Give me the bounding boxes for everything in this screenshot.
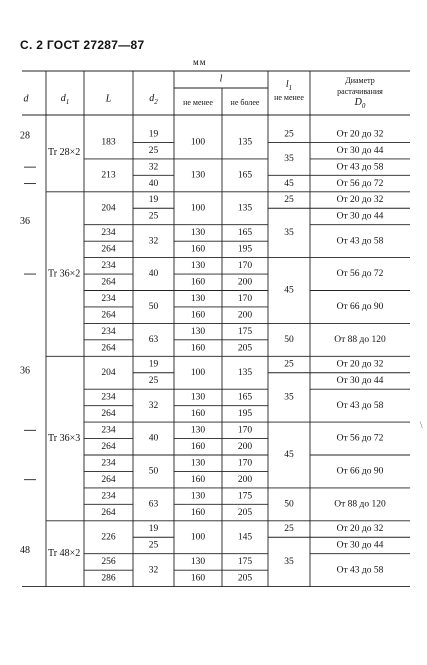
cell-d2: 40 (148, 433, 159, 444)
cell-diam: От 88 до 120 (334, 499, 386, 510)
col-diam-header-2: растачивания (337, 86, 383, 96)
cell-lmax: 165 (237, 170, 253, 181)
cell-lmin: 130 (190, 261, 206, 272)
cell-lmin: 130 (190, 557, 206, 568)
cell-d2: 32 (148, 400, 159, 411)
col-l-min-header: не менее (183, 97, 213, 107)
cell-diam: От 43 до 58 (336, 565, 384, 576)
cell-l1: 45 (284, 450, 294, 461)
cell-lmax: 170 (237, 425, 253, 436)
cell-d2: 50 (148, 302, 159, 313)
cell-l1: 25 (284, 524, 294, 535)
cell-d2: 19 (148, 524, 159, 535)
cell-d2: 40 (148, 178, 159, 189)
cell-diam: От 56 до 72 (336, 178, 384, 189)
cell-lmin: 160 (190, 507, 206, 518)
cell-lmin: 130 (190, 170, 206, 181)
cell-lmin: 130 (190, 491, 206, 502)
cell-d2: 25 (148, 376, 159, 387)
cell-L: 264 (101, 474, 116, 485)
cell-l1: 25 (284, 129, 294, 140)
cell-L: 264 (101, 244, 116, 255)
cell-d2: 50 (148, 466, 159, 477)
cell-d: 36 (20, 216, 30, 228)
col-l-max-header: не более (230, 97, 260, 107)
col-d2-header: $d_2$ (149, 93, 158, 106)
cell-diam: От 30 до 44 (336, 376, 384, 387)
cell-diam: От 20 до 32 (336, 129, 384, 140)
cell-d2: 32 (148, 565, 159, 576)
cell-L: 286 (101, 573, 116, 584)
cell-d2: 32 (148, 162, 159, 173)
cell-diam: От 20 до 32 (336, 195, 384, 206)
cell-d2: 19 (148, 195, 159, 206)
cell-thread: Tr 36×3 (48, 432, 81, 444)
col-l1-header: $l_1$ (285, 79, 293, 92)
cell-L: 234 (101, 491, 116, 502)
cell-L: 234 (101, 425, 116, 436)
cell-d: 48 (20, 545, 30, 557)
cell-diam: От 66 до 90 (336, 302, 384, 313)
cell-d2: 19 (148, 129, 159, 140)
cell-lmax: 200 (237, 441, 253, 452)
col-diam-header-3: $D_0$ (354, 97, 366, 110)
cell-L: 234 (101, 392, 116, 403)
cell-L: 234 (101, 228, 116, 239)
cell-L: 264 (101, 310, 116, 321)
cell-lmax: 175 (237, 491, 253, 502)
cell-diam: От 43 до 58 (336, 400, 384, 411)
cell-L: 213 (101, 170, 116, 181)
cell-diam: От 30 до 44 (336, 211, 384, 222)
cell-diam: От 56 до 72 (336, 269, 384, 280)
cell-lmin: 130 (190, 326, 206, 337)
cell-diam: От 88 до 120 (334, 335, 386, 346)
cell-lmax: 195 (237, 244, 253, 255)
cell-lmin: 130 (190, 228, 206, 239)
cell-diam: От 66 до 90 (336, 466, 384, 477)
col-d-header: d (23, 93, 29, 105)
cell-d2: 40 (148, 269, 159, 280)
cell-l1: 25 (284, 195, 294, 206)
cell-diam: От 43 до 58 (336, 236, 384, 247)
cell-l1: 45 (284, 178, 294, 189)
col-L-header: L (105, 93, 112, 105)
col-d1-header: $d_1$ (60, 93, 70, 106)
cell-lmin: 100 (190, 203, 206, 214)
cell-diam: От 30 до 44 (336, 145, 384, 156)
cell-d2: 25 (148, 145, 159, 156)
scan-mark: \ (420, 420, 423, 430)
cell-d: 28 (20, 130, 30, 142)
cell-l1: 35 (284, 557, 294, 568)
page-number: С. 2 (20, 38, 44, 52)
cell-thread: Tr 48×2 (48, 547, 81, 559)
col-diam-header-1: Диаметр (345, 75, 375, 85)
cell-L: 234 (101, 261, 116, 272)
cell-thread: Tr 28×2 (48, 147, 81, 159)
cell-lmax: 170 (237, 458, 253, 469)
cell-lmax: 165 (237, 392, 253, 403)
col-l1-min-header: не менее (274, 92, 304, 102)
cell-lmax: 205 (237, 507, 253, 518)
cell-lmax: 145 (237, 532, 253, 543)
cell-lmin: 160 (190, 409, 206, 420)
cell-lmax: 135 (237, 367, 253, 378)
cell-diam: От 56 до 72 (336, 433, 384, 444)
cell-lmax: 175 (237, 326, 253, 337)
cell-diam: От 20 до 32 (336, 359, 384, 370)
cell-l1: 50 (284, 335, 294, 346)
cell-lmin: 160 (190, 244, 206, 255)
cell-l1: 35 (284, 392, 294, 403)
cell-lmin: 130 (190, 425, 206, 436)
cell-lmax: 200 (237, 474, 253, 485)
cell-lmax: 135 (237, 203, 253, 214)
cell-L: 204 (101, 367, 116, 378)
cell-lmin: 160 (190, 441, 206, 452)
cell-L: 264 (101, 277, 116, 288)
cell-lmin: 160 (190, 573, 206, 584)
standard-code: ГОСТ 27287—87 (46, 38, 145, 52)
cell-L: 234 (101, 458, 116, 469)
cell-lmax: 205 (237, 343, 253, 354)
cell-lmin: 130 (190, 392, 206, 403)
cell-l1: 50 (284, 499, 294, 510)
cell-lmin: 160 (190, 310, 206, 321)
col-l-header: l (219, 73, 223, 85)
cell-lmax: 195 (237, 409, 253, 420)
cell-L: 234 (101, 293, 116, 304)
unit-label: мм (193, 57, 207, 67)
cell-diam: От 30 до 44 (336, 540, 384, 551)
cell-l1: 35 (284, 228, 294, 239)
cell-diam: От 43 до 58 (336, 162, 384, 173)
cell-d: 36 (20, 365, 30, 377)
cell-d2: 25 (148, 540, 159, 551)
cell-lmin: 100 (190, 137, 206, 148)
cell-d2: 63 (148, 499, 159, 510)
cell-lmin: 130 (190, 458, 206, 469)
cell-lmin: 160 (190, 474, 206, 485)
cell-d2: 32 (148, 236, 159, 247)
cell-lmax: 200 (237, 310, 253, 321)
cell-lmin: 100 (190, 532, 206, 543)
cell-lmax: 205 (237, 573, 253, 584)
cell-L: 264 (101, 343, 116, 354)
cell-lmax: 170 (237, 293, 253, 304)
cell-L: 183 (101, 137, 116, 148)
cell-lmin: 100 (190, 367, 206, 378)
cell-L: 264 (101, 409, 116, 420)
cell-lmin: 130 (190, 293, 206, 304)
cell-lmax: 165 (237, 228, 253, 239)
cell-d2: 25 (148, 211, 159, 222)
cell-l1: 25 (284, 359, 294, 370)
cell-lmin: 160 (190, 277, 206, 288)
cell-thread: Tr 36×2 (48, 268, 81, 280)
cell-L: 204 (101, 203, 116, 214)
cell-d2: 63 (148, 335, 159, 346)
cell-d2: 19 (148, 359, 159, 370)
cell-lmax: 175 (237, 557, 253, 568)
cell-L: 264 (101, 507, 116, 518)
cell-lmin: 160 (190, 343, 206, 354)
cell-lmax: 135 (237, 137, 253, 148)
cell-l1: 45 (284, 285, 294, 296)
cell-diam: От 20 до 32 (336, 524, 384, 535)
cell-lmax: 170 (237, 261, 253, 272)
cell-lmax: 200 (237, 277, 253, 288)
cell-L: 256 (101, 557, 116, 568)
cell-l1: 35 (284, 154, 294, 165)
cell-L: 264 (101, 441, 116, 452)
cell-L: 226 (101, 532, 116, 543)
cell-L: 234 (101, 326, 116, 337)
